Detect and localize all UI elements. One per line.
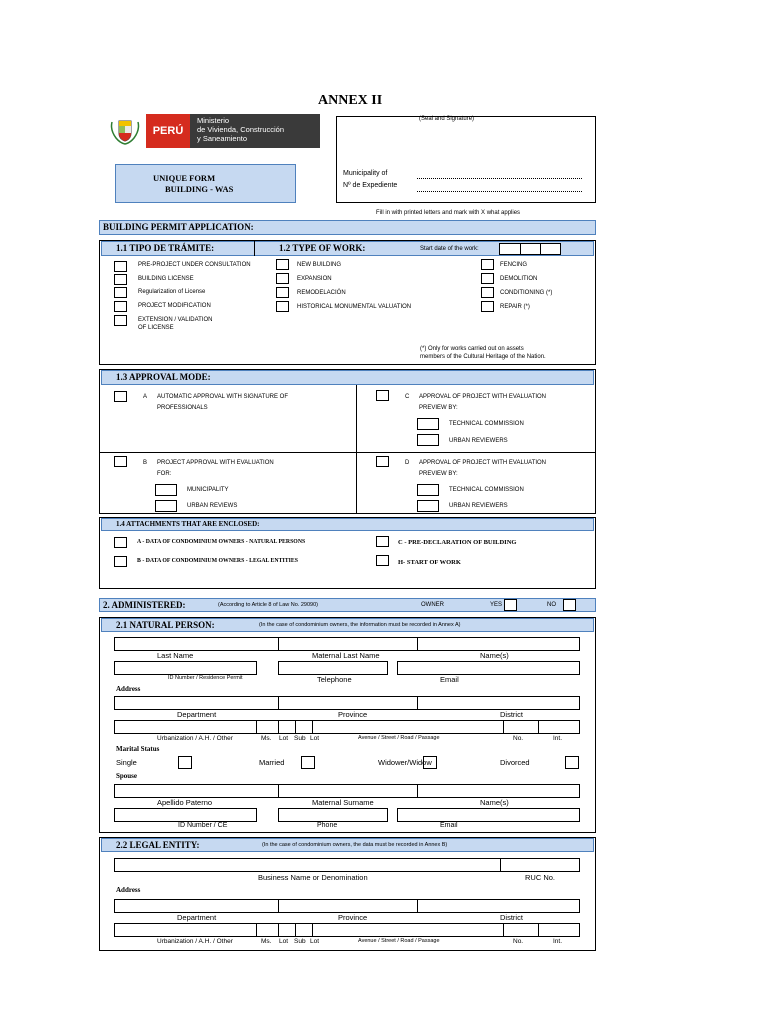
label-widower: Widower/Widow [378, 758, 432, 767]
checkbox-mode-b[interactable] [114, 456, 127, 467]
ministry-logo [108, 114, 320, 148]
label-entity-district: District [500, 913, 523, 922]
checkbox-new-building[interactable] [276, 259, 289, 270]
form-title-box [115, 164, 296, 203]
label-attach-b: B - DATA OF CONDOMINIUM OWNERS - LEGAL ENTITIES [137, 558, 298, 564]
label-last-name: Last Name [157, 651, 194, 660]
label-entity-urbanization: Urbanization / A.H. / Other [157, 938, 233, 945]
label-attach-h: H- START OF WORK [398, 559, 461, 566]
checkbox-attach-h[interactable] [376, 555, 389, 566]
start-date-field[interactable] [499, 243, 561, 255]
section-1-4-header [101, 518, 594, 531]
label-c-urban: URBAN REVIEWERS [449, 438, 508, 444]
checkbox-c-urban[interactable] [417, 434, 439, 446]
label-apellido-paterno: Apellido Paterno [157, 798, 213, 807]
checkbox-d-technical[interactable] [417, 484, 439, 496]
checkbox-mode-d[interactable] [376, 456, 389, 467]
entity-urbanization-row-field[interactable] [114, 923, 580, 937]
page-title: ANNEX II [318, 93, 383, 108]
checkbox-c-technical[interactable] [417, 418, 439, 430]
section-1-1-title: 1.1 TIPO DE TRÁMITE: [116, 243, 215, 253]
section-1-3-header [101, 370, 594, 385]
mode-c-line2: PREVIEW BY: [419, 405, 458, 411]
seal-box [336, 116, 596, 203]
mode-b-line2: FOR: [157, 471, 172, 477]
checkbox-attach-b[interactable] [114, 556, 127, 567]
spouse-email-field[interactable] [397, 808, 580, 822]
label-expansion: EXPANSION [297, 276, 332, 282]
label-entity-address: Address [116, 886, 141, 894]
section-2-1-title: 2.1 NATURAL PERSON: [116, 620, 215, 630]
label-business-name: Business Name or Denomination [258, 873, 368, 882]
checkbox-attach-a[interactable] [114, 537, 127, 548]
label-demolition: DEMOLITION [500, 276, 538, 282]
checkbox-b-urban[interactable] [155, 500, 177, 512]
label-extension: EXTENSION / VALIDATION [138, 317, 213, 323]
section-2-2-title: 2.2 LEGAL ENTITY: [116, 840, 200, 850]
label-remodelacion: REMODELACIÓN [297, 290, 346, 296]
mode-a-line2: PROFESSIONALS [157, 405, 208, 411]
label-d-technical: TECHNICAL COMMISSION [449, 487, 524, 493]
expediente-field[interactable] [417, 191, 582, 192]
fill-note: Fill in with printed letters and mark with X what applies [376, 210, 521, 216]
label-id-number: ID Number / Residence Permit [168, 675, 243, 681]
label-repair: REPAIR (*) [500, 304, 530, 310]
mode-b-line1: PROJECT APPROVAL WITH EVALUATION [157, 460, 274, 466]
checkbox-owner-no[interactable] [563, 599, 576, 611]
checkbox-fencing[interactable] [481, 259, 494, 270]
label-divorced: Divorced [500, 758, 530, 767]
no-label: NO [547, 602, 556, 608]
checkbox-historical[interactable] [276, 301, 289, 312]
section-1-2-title: 1.2 TYPE OF WORK: [279, 243, 366, 253]
label-building-license: BUILDING LICENSE [138, 276, 194, 282]
mode-a-line1: AUTOMATIC APPROVAL WITH SIGNATURE OF [157, 394, 289, 400]
section-1-3-title: 1.3 APPROVAL MODE: [116, 372, 211, 382]
checkbox-d-urban[interactable] [417, 500, 439, 512]
label-historical: HISTORICAL MONUMENTAL VALUATION [297, 304, 412, 310]
form-title-line2: BUILDING - WAS [165, 184, 234, 194]
business-name-row-field[interactable] [114, 858, 580, 872]
label-marital-status: Marital Status [116, 745, 160, 753]
checkbox-mode-c[interactable] [376, 390, 389, 401]
checkbox-single[interactable] [178, 756, 192, 769]
label-c-technical: TECHNICAL COMMISSION [449, 421, 524, 427]
heritage-note-1: (*) Only for works carried out on assets [420, 346, 524, 352]
checkbox-married[interactable] [301, 756, 315, 769]
checkbox-attach-c[interactable] [376, 536, 389, 547]
id-number-field[interactable] [114, 661, 257, 675]
label-province: Province [338, 710, 368, 719]
email-field[interactable] [397, 661, 580, 675]
checkbox-repair[interactable] [481, 301, 494, 312]
start-date-label: Start date of the work: [420, 246, 479, 252]
label-names: Name(s) [480, 651, 509, 660]
building-permit-bar [99, 220, 596, 235]
entity-department-row-field[interactable] [114, 899, 580, 913]
section-2-title: 2. ADMINISTERED: [103, 600, 186, 610]
label-district: District [500, 710, 523, 719]
checkbox-expansion[interactable] [276, 273, 289, 284]
checkbox-divorced[interactable] [565, 756, 579, 769]
label-id-ce: ID Number / CE [178, 822, 228, 829]
checkbox-project-modification[interactable] [114, 301, 127, 312]
label-b-municipality: MUNICIPALITY [187, 487, 229, 493]
spouse-id-field[interactable] [114, 808, 257, 822]
label-spouse: Spouse [116, 772, 138, 780]
label-telephone: Telephone [317, 675, 352, 684]
checkbox-building-license[interactable] [114, 274, 127, 285]
checkbox-remodelacion[interactable] [276, 287, 289, 298]
label-maternal-last-name: Maternal Last Name [312, 651, 380, 660]
label-married: Married [259, 758, 285, 767]
label-urbanization: Urbanization / A.H. / Other [157, 735, 233, 742]
label-phone: Phone [317, 822, 338, 829]
checkbox-owner-yes[interactable] [504, 599, 517, 611]
department-row-field[interactable] [114, 696, 580, 710]
form-title-line1: UNIQUE FORM [153, 173, 216, 183]
section-2-bar [99, 598, 596, 612]
label-extension-2: OF LICENSE [138, 325, 174, 331]
label-attach-a: A - DATA OF CONDOMINIUM OWNERS - NATURAL PERSONS [137, 539, 306, 545]
label-entity-department: Department [177, 913, 217, 922]
label-ruc: RUC No. [525, 873, 556, 882]
section-2-note: (According to Article 8 of Law No. 29090) [218, 602, 318, 608]
checkbox-extension[interactable] [114, 315, 127, 326]
checkbox-mode-a[interactable] [114, 391, 127, 402]
label-attach-c: C - PRE-DECLARATION OF BUILDING [398, 539, 517, 546]
label-fencing: FENCING [500, 262, 527, 268]
label-spouse-names: Name(s) [480, 798, 509, 807]
spouse-phone-field[interactable] [278, 808, 388, 822]
checkbox-pre-project[interactable] [114, 261, 127, 272]
label-new-building: NEW BUILDING [297, 262, 342, 268]
label-maternal-surname: Maternal Surname [312, 798, 374, 807]
checkbox-regularization[interactable] [114, 287, 127, 298]
peru-label: PERÚ [146, 114, 190, 148]
label-pre-project: PRE-PROJECT UNDER CONSULTATION [138, 262, 251, 268]
section-2-2-header [101, 838, 594, 852]
seal-label: (Seal and Signature) [419, 116, 475, 122]
label-regularization: Regularization of License [138, 289, 206, 295]
label-entity-province: Province [338, 913, 368, 922]
yes-label: YES [490, 602, 503, 608]
label-entity-avenue: Avenue / Street / Road / Passage [358, 938, 440, 944]
building-permit-title: BUILDING PERMIT APPLICATION: [103, 222, 254, 232]
expediente-label: Nº de Expediente [343, 182, 398, 189]
municipality-field[interactable] [417, 178, 582, 179]
urbanization-row-field[interactable] [114, 720, 580, 734]
section-1-4-title: 1.4 ATTACHMENTS THAT ARE ENCLOSED: [116, 520, 260, 528]
label-single: Single [116, 758, 137, 767]
checkbox-b-municipality[interactable] [155, 484, 177, 496]
mode-c-line1: APPROVAL OF PROJECT WITH EVALUATION [419, 394, 547, 400]
checkbox-conditioning[interactable] [481, 287, 494, 298]
label-b-urban: URBAN REVIEWS [187, 503, 238, 509]
mode-d-line1: APPROVAL OF PROJECT WITH EVALUATION [419, 460, 547, 466]
checkbox-widower[interactable] [423, 756, 437, 769]
peru-shield-icon [108, 116, 142, 146]
label-project-modification: PROJECT MODIFICATION [138, 303, 211, 309]
label-avenue: Avenue / Street / Road / Passage [358, 735, 440, 741]
section-2-1-header [101, 618, 594, 632]
municipality-label: Municipality of [343, 170, 388, 177]
section-2-2-note: (In the case of condominium owners, the data must be recorded in Annex B) [262, 842, 448, 848]
label-spouse-email: Email [440, 822, 458, 829]
telephone-field[interactable] [278, 661, 388, 675]
label-email: Email [440, 675, 459, 684]
heritage-note-2: members of the Cultural Heritage of the Nation. [420, 354, 546, 360]
ministry-name: Ministerio de Vivienda, Construcción y Saneamiento [190, 114, 320, 148]
checkbox-demolition[interactable] [481, 273, 494, 284]
label-d-urban: URBAN REVIEWERS [449, 503, 508, 509]
label-conditioning: CONDITIONING (*) [500, 290, 553, 296]
owner-label: OWNER [421, 602, 444, 608]
spouse-name-row-field[interactable] [114, 784, 580, 798]
name-row-field[interactable] [114, 637, 580, 651]
label-department: Department [177, 710, 217, 719]
label-address: Address [116, 685, 141, 693]
mode-d-line2: PREVIEW BY: [419, 471, 458, 477]
section-2-1-note: (In the case of condominium owners, the information must be recorded in Annex A) [259, 622, 461, 628]
